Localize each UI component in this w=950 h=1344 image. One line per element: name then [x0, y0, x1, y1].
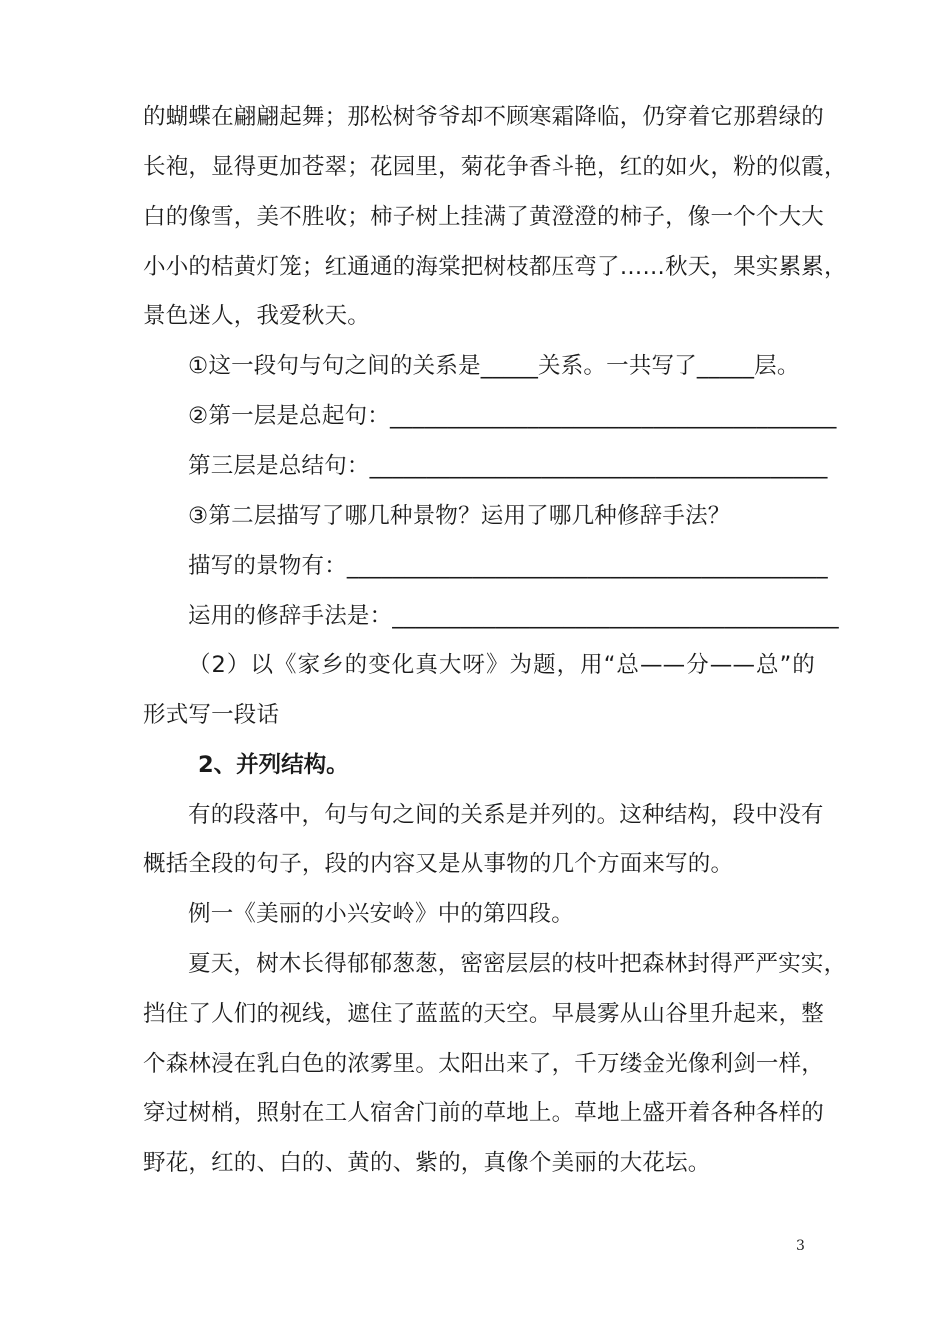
exercise-answer-line: 运用的修辞手法是：_______________________________________ [188, 603, 839, 629]
paragraph-line: 景色迷人，我爱秋天。 [143, 303, 371, 329]
exercise-question-1: ①这一段句与句之间的关系是_____关系。一共写了_____层。 [188, 353, 800, 379]
exercise-answer-line: 描写的景物有：__________________________________________ [188, 553, 828, 579]
example-paragraph-line: 野花，红的、白的、黄的、紫的，真像个美丽的大花坛。 [143, 1150, 711, 1176]
writing-task-continuation: 形式写一段话 [143, 702, 280, 728]
paragraph-line: 的蝴蝶在翩翩起舞；那松树爷爷却不顾寒霜降临，仍穿着它那碧绿的 [143, 104, 825, 130]
paragraph-line: 长袍，显得更加苍翠；花园里，菊花争香斗艳，红的如火，粉的似霞， [143, 154, 847, 180]
example-title: 例一《美丽的小兴安岭》中的第四段。 [188, 901, 574, 927]
section-heading: 2、并列结构。 [198, 752, 349, 778]
exercise-answer-line: 第三层是总结句：________________________________________ [188, 453, 828, 479]
writing-task: （2）以《家乡的变化真大呀》为题，用“总——分——总”的 [188, 652, 815, 678]
paragraph-line: 白的像雪，美不胜收；柿子树上挂满了黄澄澄的柿子，像一个个大大 [143, 204, 825, 230]
example-paragraph-line: 个森林浸在乳白色的浓雾里。太阳出来了，千万缕金光像利剑一样， [143, 1051, 825, 1077]
exercise-question-3: ③第二层描写了哪几种景物？运用了哪几种修辞手法？ [188, 503, 731, 529]
example-paragraph-line: 挡住了人们的视线，遮住了蓝蓝的天空。早晨雾从山谷里升起来，整 [143, 1001, 825, 1027]
paragraph-line: 小小的桔黄灯笼；红通通的海棠把树枝都压弯了……秋天，果实累累， [143, 254, 847, 280]
example-paragraph-line: 穿过树梢，照射在工人宿舍门前的草地上。草地上盛开着各种各样的 [143, 1100, 825, 1126]
page-number: 3 [796, 1238, 805, 1254]
exercise-question-2: ②第一层是总起句：_______________________________________ [188, 403, 837, 429]
paragraph-line: 概括全段的句子，段的内容又是从事物的几个方面来写的。 [143, 851, 734, 877]
example-paragraph-line: 夏天，树木长得郁郁葱葱，密密层层的枝叶把森林封得严严实实， [188, 951, 847, 977]
paragraph-line: 有的段落中，句与句之间的关系是并列的。这种结构，段中没有 [188, 802, 824, 828]
